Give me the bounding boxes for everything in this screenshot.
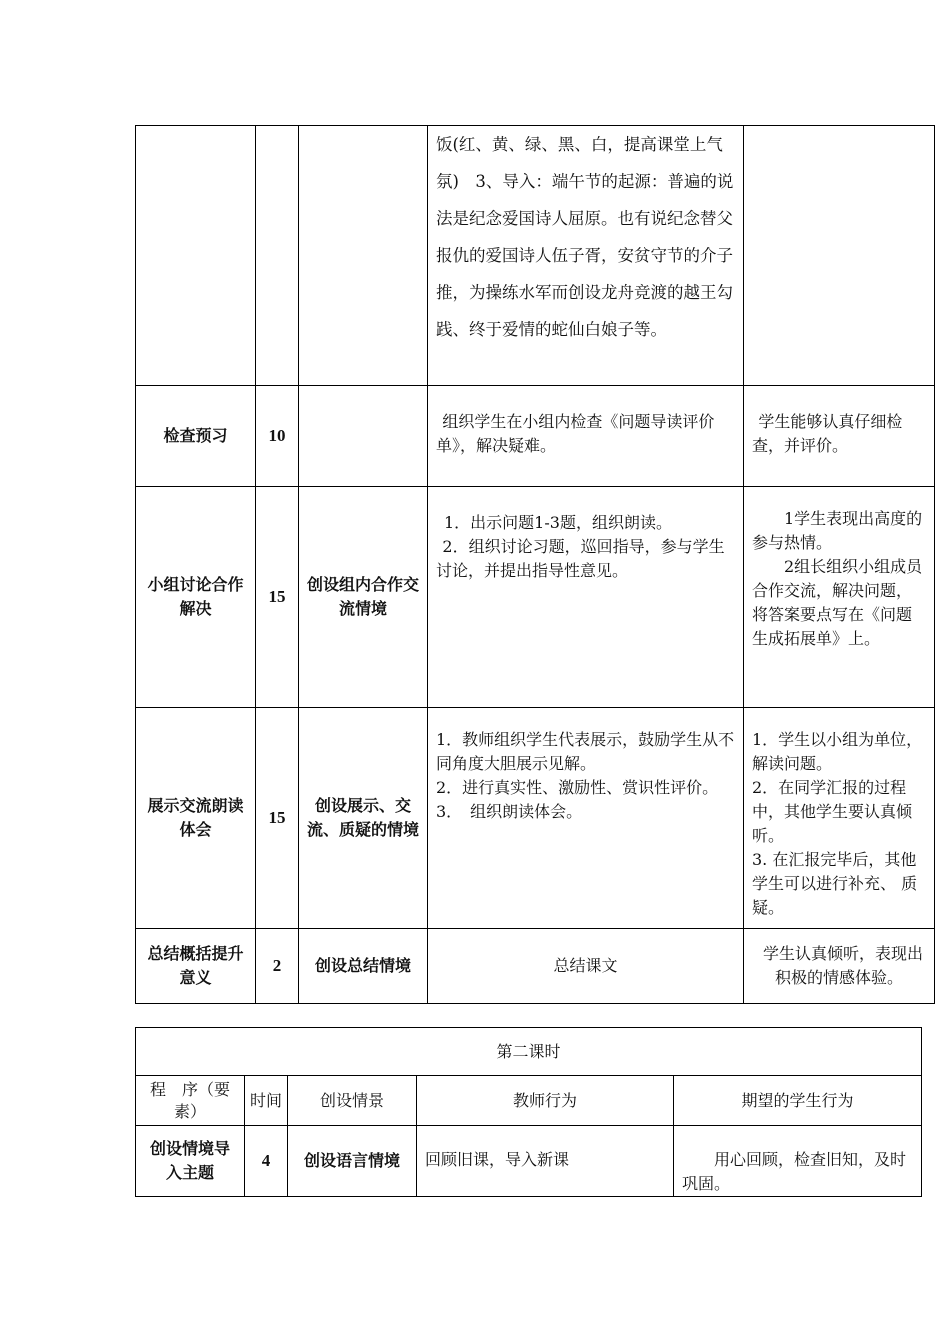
teacher-item: 2．进行真实性、激励性、赏识性评价。 xyxy=(436,778,719,797)
step-cell: 展示交流朗读体会 xyxy=(136,708,256,929)
teacher-cell: 总结课文 xyxy=(428,929,744,1004)
teacher-item: 3． 组织朗读体会。 xyxy=(436,802,583,821)
teacher-item: 1．教师组织学生代表展示，鼓励学生从不同角度大胆展示见解。 xyxy=(436,730,735,773)
student-item: 1．学生以小组为单位，解读问题。 xyxy=(752,730,923,773)
header-step: 程 序（要素） xyxy=(136,1076,245,1126)
teacher-item: 2．组织讨论习题，巡回指导，参与学生讨论，并提出指导性意见。 xyxy=(436,537,725,580)
table-row xyxy=(136,386,935,487)
step-cell: 总结概括提升意义 xyxy=(136,929,256,1004)
lesson-title: 第二课时 xyxy=(136,1028,922,1076)
scene-cell xyxy=(299,386,428,487)
teacher-item: 1．出示问题1-3题，组织朗读。 xyxy=(444,513,672,532)
student-cell: 学生能够认真仔细检查，并评价。 xyxy=(744,386,935,487)
teacher-cell: 组织学生在小组内检查《问题导读评价单》，解决疑难。 xyxy=(428,386,744,487)
student-item: 2．在同学汇报的过程中，其他学生要认真倾听。 xyxy=(752,778,913,845)
time-cell: 2 xyxy=(256,929,299,1004)
time-cell: 15 xyxy=(256,487,299,708)
scene-cell: 创设语言情境 xyxy=(288,1126,417,1197)
step-cell xyxy=(136,126,256,386)
table-header-row xyxy=(136,1076,922,1126)
teacher-cell xyxy=(428,487,744,708)
student-item: 3. 在汇报完毕后，其他学生可以进行补充、 质疑。 xyxy=(752,850,918,917)
time-cell: 15 xyxy=(256,708,299,929)
student-cell xyxy=(744,126,935,386)
scene-cell: 创设总结情境 xyxy=(299,929,428,1004)
time-cell: 4 xyxy=(245,1126,288,1197)
header-time: 时间 xyxy=(245,1076,288,1126)
student-item: 1学生表现出高度的参与热情。 xyxy=(752,509,923,552)
step-cell: 小组讨论合作解决 xyxy=(136,487,256,708)
teacher-cell: 回顾旧课，导入新课 xyxy=(417,1126,674,1197)
student-cell: 用心回顾，检查旧知，及时巩固。 xyxy=(674,1126,922,1197)
step-cell: 检查预习 xyxy=(136,386,256,487)
table-title-row xyxy=(136,1028,922,1076)
teacher-cell xyxy=(428,708,744,929)
table-row xyxy=(136,126,935,386)
header-teacher: 教师行为 xyxy=(417,1076,674,1126)
time-cell xyxy=(256,126,299,386)
student-cell: 学生认真倾听，表现出积极的情感体验。 xyxy=(744,929,935,1004)
header-student: 期望的学生行为 xyxy=(674,1076,922,1126)
student-item: 2组长组织小组成员合作交流，解决问题，将答案要点写在《问题生成拓展单》上。 xyxy=(752,557,923,648)
scene-cell xyxy=(299,126,428,386)
student-cell xyxy=(744,487,935,708)
lesson-table-2 xyxy=(135,1027,922,1197)
table-row xyxy=(136,929,935,1004)
time-cell: 10 xyxy=(256,386,299,487)
student-cell xyxy=(744,708,935,929)
step-cell: 创设情境导入主题 xyxy=(136,1126,245,1197)
teacher-cell: 饭(红、黄、绿、黑、白，提高课堂上气氛) 3、导入：端午节的起源：普遍的说法是纪念爱国诗人屈原。也有说纪念替父报仇的爱国诗人伍子胥，安贫守节的介子推，为操练水军而创设龙舟竞渡的越王勾践、终于爱情的蛇仙白娘子等。 xyxy=(428,126,744,386)
scene-cell: 创设展示、交流、质疑的情境 xyxy=(299,708,428,929)
header-scene: 创设情景 xyxy=(288,1076,417,1126)
table-row xyxy=(136,1126,922,1197)
lesson-table-1 xyxy=(135,125,935,1004)
table-row xyxy=(136,708,935,929)
scene-cell: 创设组内合作交流情境 xyxy=(299,487,428,708)
table-row xyxy=(136,487,935,708)
